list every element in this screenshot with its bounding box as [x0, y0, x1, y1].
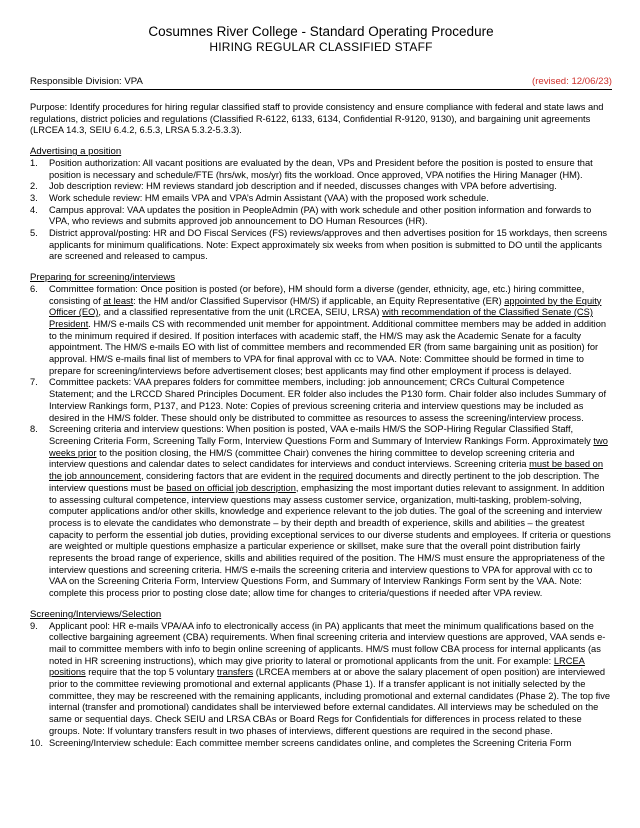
underlined-phrase: required — [318, 471, 353, 482]
step-text-run: require that the top 5 voluntary — [85, 667, 217, 678]
underlined-phrase: must be based on the job announcement — [49, 459, 604, 482]
procedure-list — [30, 621, 612, 750]
step-text — [49, 228, 612, 263]
step-text — [49, 621, 612, 738]
step-number: 4. — [30, 204, 38, 215]
step-text-run: Screening criteria and interview questions: When position is posted, VAA e-mails HM/S the SOP-Hiring Regular Classified Staff, Screening Criteria Form, Screening Tally Form, Interview Questions Form and Summary of Interview Rankings Form. Approximately — [49, 424, 594, 446]
procedure-step — [30, 377, 612, 424]
purpose-paragraph: Purpose: Identify procedures for hiring regular classified staff to provide consistency and ensure compliance with federal and state laws and regulations, district policies and regulations (Classified R-6122, 6133, 6134, Confidential R-9120, 9130), and bargaining unit agreements (LRCEA 14.3, SEIU 6.4.2, 6.5.3, LRSA 5.3.2-5.3.3). — [30, 102, 604, 136]
procedure-step — [30, 193, 612, 205]
revised-date: (revised: 12/06/23) — [532, 76, 612, 87]
underlined-phrase: appointed by the Equity Officer (EO) — [49, 295, 602, 318]
step-number: 3. — [30, 192, 38, 203]
document-page — [30, 24, 612, 749]
step-text — [49, 738, 612, 750]
step-number: 1. — [30, 157, 38, 168]
division-row — [30, 76, 612, 90]
step-text-run: Committee packets: VAA prepares folders for committee members, including: job announcement; CRCs Cultural Competence Statement; and the LRCCD Shared Principles Document. ER folder also includes the P130 form. Chair folder also includes Summary of Interview Rankings form, P137, and P123. Note: Copies of previous screening criteria and interview questions may be included as desired in the HM/S folder. These should only be distributed to committee as resources to assess the screening/interview process. — [49, 377, 607, 423]
underlined-phrase: with recommendation of the Classified Senate (CS) President — [49, 307, 593, 329]
step-text-run: , and a classified representative from the unit (LRCEA, SEIU, LRSA) — [98, 307, 383, 318]
step-text-run: Job description review: HM reviews standard job description and if needed, discusses changes with VPA before advertising. — [49, 181, 557, 192]
step-text-run: Position authorization: All vacant positions are evaluated by the dean, VPs and President before the position is posted to ensure that position is necessary and schedule/FTE (hrs/wk, mos/yr) fits the workload. Once approved, VPA notifies the Hiring Manager (HM). — [49, 157, 593, 180]
step-text-run: Work schedule review: HM emails VPA and VPA’s Admin Assistant (VAA) with the proposed work schedule. — [49, 192, 489, 203]
step-text-run: , considering factors that are evident in the — [141, 471, 319, 482]
step-number: 8. — [30, 424, 38, 435]
section-heading: Screening/Interviews/Selection — [30, 608, 162, 620]
step-text-run: District approval/posting: HR and DO Fiscal Services (FS) reviews/approves and then advertises position for 15 workdays, then screens applicants for minimum qualifications. Note: Expect approximately six weeks from when position is submitted to DO until the applicants are screened and released to campus. — [49, 228, 608, 262]
step-number: 6. — [30, 283, 38, 294]
underlined-phrase: transfers — [216, 667, 254, 678]
section-heading: Preparing for screening/interviews — [30, 272, 176, 284]
procedure-step — [30, 621, 612, 738]
step-text — [49, 158, 612, 181]
step-text-run: (LRCEA members at or above the salary placement of open position) are interviewed prior to the committee reviewing promotional and external applicants (Phase 1). If a transfer applicant is not initially selected by the committee, they may be rescreened with the remaining applicants, including promotional and external candidates (Phase 2). The top five internal (transfer and promotional) candidates shall be interviewed before external candidates. All interviews may be scheduled on the same or sequential days. Check SEIU and LRSA CBAs or Board Regs for Confidentials for differences in process related to these groups. Note: If voluntary transfers result in two phases of interviews, different questions are required in the second phase. — [49, 667, 611, 736]
underlined-phrase: two weeks prior — [49, 435, 608, 458]
step-text — [49, 284, 612, 378]
step-text — [49, 377, 612, 424]
step-number: 9. — [30, 620, 38, 631]
underlined-phrase: LRCEA positions — [49, 655, 585, 678]
step-number: 10. — [30, 737, 43, 748]
step-text-run: Applicant pool: HR e-mails VPA/AA info to electronically access (in PA) applicants that meet the minimum qualifications based on the collective bargaining agreement (CBA) requirements. When final screening criteria and interview questions are approved, VAA sends e-mail to committee members with info to begin online screening of applicants. HM/S must follow CBA process for internal applicants (as noted in HR screening instructions), which may give priority to lateral or promotional applicants from the unit. For example: — [49, 620, 606, 666]
procedure-list — [30, 158, 612, 263]
step-text — [49, 181, 612, 193]
step-text — [49, 193, 612, 205]
step-number: 5. — [30, 228, 38, 239]
step-text — [49, 424, 612, 600]
procedure-step — [30, 228, 612, 263]
step-number: 2. — [30, 181, 38, 192]
step-text-run: . HM/S e-mails CS with recommended unit member for appointment. Additional committee members may be added in addition to the minimum required if desired. If position interfaces with academic staff, the HM/S may ask the Academic Senate for a faculty appointment. The HM/S e-mails EO with list of committee members and recommended ER (from same bargaining unit as position) for approval. HM/S e-mails final list of members to VPA for final approval with cc to VAA. Note: Committee should be formed in time to prepare for screening/interviews before advertisement closes; best applicants may find other employment if process is delayed. — [49, 318, 607, 376]
procedure-step — [30, 424, 612, 600]
procedure-step — [30, 158, 612, 181]
underlined-phrase: at least — [103, 295, 134, 306]
step-text-run: Screening/Interview schedule: Each committee member screens candidates online, and completes the Screening Criteria Form — [49, 737, 572, 748]
step-text-run: Committee formation: Once position is posted (or before), HM should form a diverse (gender, ethnicity, age, etc.) hiring committee, consisting of — [49, 283, 585, 306]
step-text-run: Campus approval: VAA updates the position in PeopleAdmin (PA) with work schedule and other position information and forwards to VPA, who reviews and submits approved job announcement to DO Human Resources (HR). — [49, 204, 592, 227]
procedure-step — [30, 738, 612, 750]
step-number: 7. — [30, 377, 38, 388]
procedure-step — [30, 181, 612, 193]
step-text-run: to the position closing, the HM/S (committee Chair) convenes the hiring committee to develop screening criteria and interview questions and calendar dates to select candidates for interviews and conduct interviews. Screening criteria — [49, 447, 575, 470]
step-text-run: : the HM and/or Classified Supervisor (HM/S) if applicable, an Equity Representative (ER) — [133, 295, 505, 306]
procedure-step — [30, 205, 612, 228]
step-text — [49, 205, 612, 228]
underlined-phrase: based on official job description — [166, 482, 296, 493]
step-text-run: documents and directly pertinent to the job description. The interview questions must be — [49, 471, 600, 493]
document-subtitle: HIRING REGULAR CLASSIFIED STAFF — [209, 40, 433, 54]
procedure-list — [30, 284, 612, 600]
document-title: Cosumnes River College - Standard Operating Procedure — [148, 24, 494, 39]
section-heading: Advertising a position — [30, 146, 122, 158]
step-text-run: , emphasizing the most important duties relevant to assignment. In addition to assessing cultural competence, interview questions may assess customer service, organization, multi-tasking, problem-solving, computer applications and/or other skills, knowledge and experience relevant to the job duties. The goal of the screening and interview process is to elevate the candidates who demonstrate – by their depth and breadth of experience, skills and abilities – the greatest capacity to perform the essential job duties, providing exceptional services to our diverse students and employees. If criteria or questions are weighted or multiple questions emphasize a particular experience or skillset, make sure that the overall point distribution fairly represents the broad range of experience, skills and abilities required of the position. The HM/S must ensure the appropriateness of the interview questions and screening criteria. HM/S e-mails the screening criteria and interview questions to VPA for approval with cc to VAA on the Screening Criteria Form, Interview Questions Form, and Summary of Interview Rankings Form sent by the VAA. Note: complete this process prior to posting close date; allow time for changes to criteria/questions if needed after VPA review. — [49, 482, 611, 599]
procedure-sections — [30, 146, 612, 749]
responsible-division: Responsible Division: VPA — [30, 76, 143, 87]
procedure-step — [30, 284, 612, 378]
